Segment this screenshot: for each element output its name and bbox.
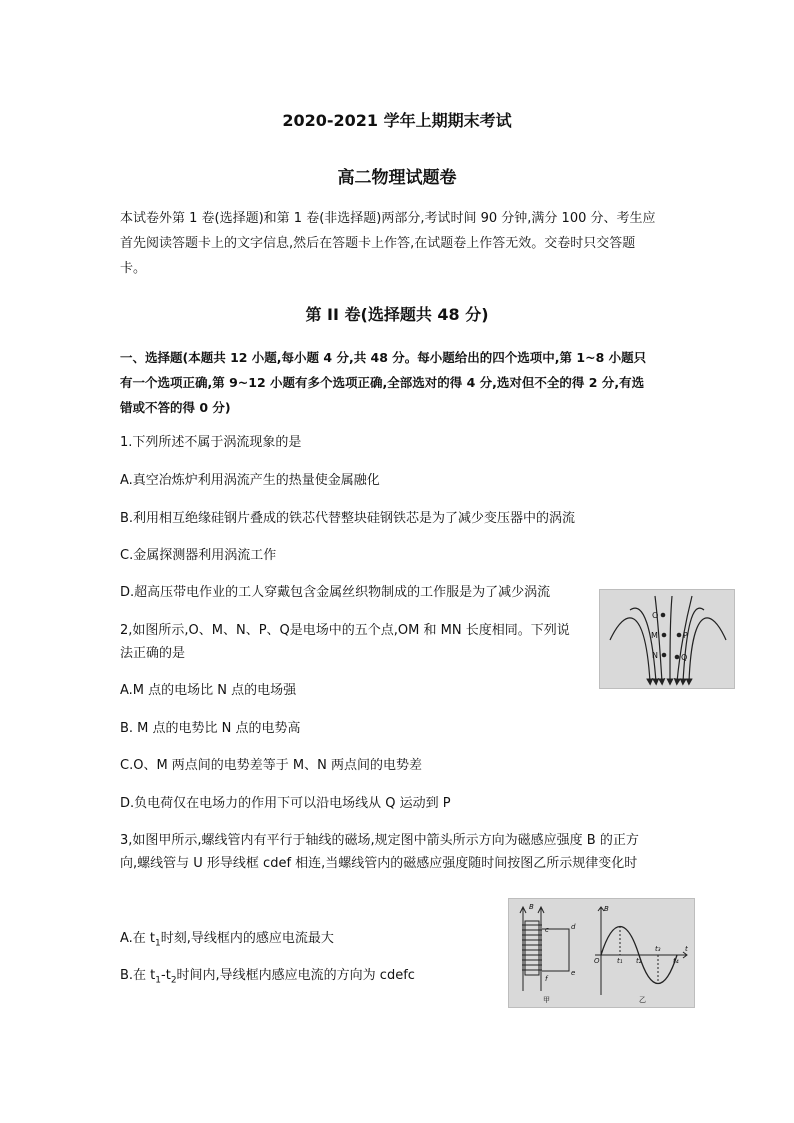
q1-option-b: B.利用相互绝缘硅钢片叠成的铁芯代替整块硅钢铁芯是为了减少变压器中的涡流 <box>120 511 576 526</box>
q2-option-a: A.M 点的电场比 N 点的电场强 <box>120 683 297 698</box>
q1-option-d: D.超高压带电作业的工人穿戴包含金属丝织物制成的工作服是为了减少涡流 <box>120 585 551 600</box>
label-d: d <box>571 923 576 931</box>
q3-b-sub2: 2 <box>170 975 177 986</box>
q2-option-b: B. M 点的电势比 N 点的电势高 <box>120 721 301 736</box>
q2-stem-1: 2,如图所示,O、M、N、P、Q是电场中的五个点,OM 和 MN 长度相同。下列说 <box>120 623 570 638</box>
label-jia: 甲 <box>543 996 550 1004</box>
field-line <box>689 618 726 682</box>
label-q: Q <box>681 653 688 662</box>
label-n: N <box>652 651 658 660</box>
q3-figure <box>508 898 695 1008</box>
point-q <box>675 655 680 660</box>
intro-line-1: 本试卷外第 1 卷(选择题)和第 1 卷(非选择题)两部分,考试时间 90 分钟,满分 100 分、考生应 <box>120 211 656 226</box>
field-line <box>610 618 650 682</box>
q2-electric-field-figure <box>599 589 735 689</box>
q3-b-sub1: 1 <box>155 975 162 986</box>
intro-line-2: 首先阅读答题卡上的文字信息,然后在答题卡上作答,在试题卷上作答无效。交卷时只交答题 <box>120 236 636 251</box>
label-c: c <box>545 926 549 934</box>
q1-stem: 1.下列所述不属于涡流现象的是 <box>120 435 302 450</box>
q3-b-mid: -t <box>161 968 171 983</box>
q2-stem-2: 法正确的是 <box>120 646 186 661</box>
label-m: M <box>651 631 658 640</box>
q3-b-suffix: 时间内,导线框内感应电流的方向为 cdefc <box>176 968 415 983</box>
solenoid-and-graph <box>509 899 694 1007</box>
exam-title: 2020-2021 学年上期期末考试 <box>282 111 512 130</box>
point-p <box>677 633 682 638</box>
label-o: O <box>652 611 659 620</box>
q3-a-suffix: 时刻,导线框内的感应电流最大 <box>160 931 334 946</box>
label-t2: t₂ <box>636 957 642 965</box>
section-instructions-3: 错或不答的得 0 分) <box>120 400 231 415</box>
q3-a-sub: 1 <box>155 938 161 949</box>
field-line <box>670 596 672 682</box>
label-b-field: B <box>529 903 534 911</box>
section-instructions-2: 有一个选项正确,第 9~12 小题有多个选项正确,全部选对的得 4 分,选对但不全的得 2 分,有选 <box>120 375 645 390</box>
label-f: f <box>545 975 548 983</box>
q1-option-c: C.金属探测器利用涡流工作 <box>120 548 277 563</box>
solenoid-core <box>525 921 539 975</box>
label-t1: t₁ <box>617 957 623 965</box>
q2-option-c: C.O、M 两点间的电势差等于 M、N 两点间的电势差 <box>120 758 422 773</box>
point-m <box>662 633 667 638</box>
q1-option-a: A.真空冶炼炉利用涡流产生的热量使金属融化 <box>120 473 380 488</box>
label-origin: O <box>594 957 600 965</box>
label-e: e <box>571 969 576 977</box>
point-n <box>662 653 667 658</box>
label-p: P <box>683 631 688 640</box>
q3-option-a <box>120 928 334 955</box>
section-title: 第 II 卷(选择题共 48 分) <box>305 305 489 324</box>
label-axis-t: t <box>685 945 688 953</box>
section-instructions-1: 一、选择题(本题共 12 小题,每小题 4 分,共 48 分。每小题给出的四个选项中,第 1~8 小题只 <box>120 350 647 365</box>
intro-line-3: 卡。 <box>120 261 147 276</box>
label-yi: 乙 <box>639 996 646 1004</box>
q3-stem-1: 3,如图甲所示,螺线管内有平行于轴线的磁场,规定图中箭头所示方向为磁感应强度 B 的正方 <box>120 833 639 848</box>
q3-option-b <box>120 965 415 992</box>
q3-a-prefix: A.在 t <box>120 931 156 946</box>
subject-title: 高二物理试题卷 <box>337 168 457 188</box>
field-lines-diagram <box>600 590 734 688</box>
q3-stem-2: 向,螺线管与 U 形导线框 cdef 相连,当螺线管内的磁感应强度随时间按图乙所示规律变化时 <box>120 856 638 871</box>
q2-option-d: D.负电荷仅在电场力的作用下可以沿电场线从 Q 运动到 P <box>120 796 451 811</box>
q3-b-prefix: B.在 t <box>120 968 156 983</box>
label-t4: t₄ <box>673 957 679 965</box>
label-t3: t₃ <box>655 945 661 953</box>
point-o <box>661 613 666 618</box>
label-axis-b: B <box>604 905 609 913</box>
u-frame <box>542 929 569 971</box>
